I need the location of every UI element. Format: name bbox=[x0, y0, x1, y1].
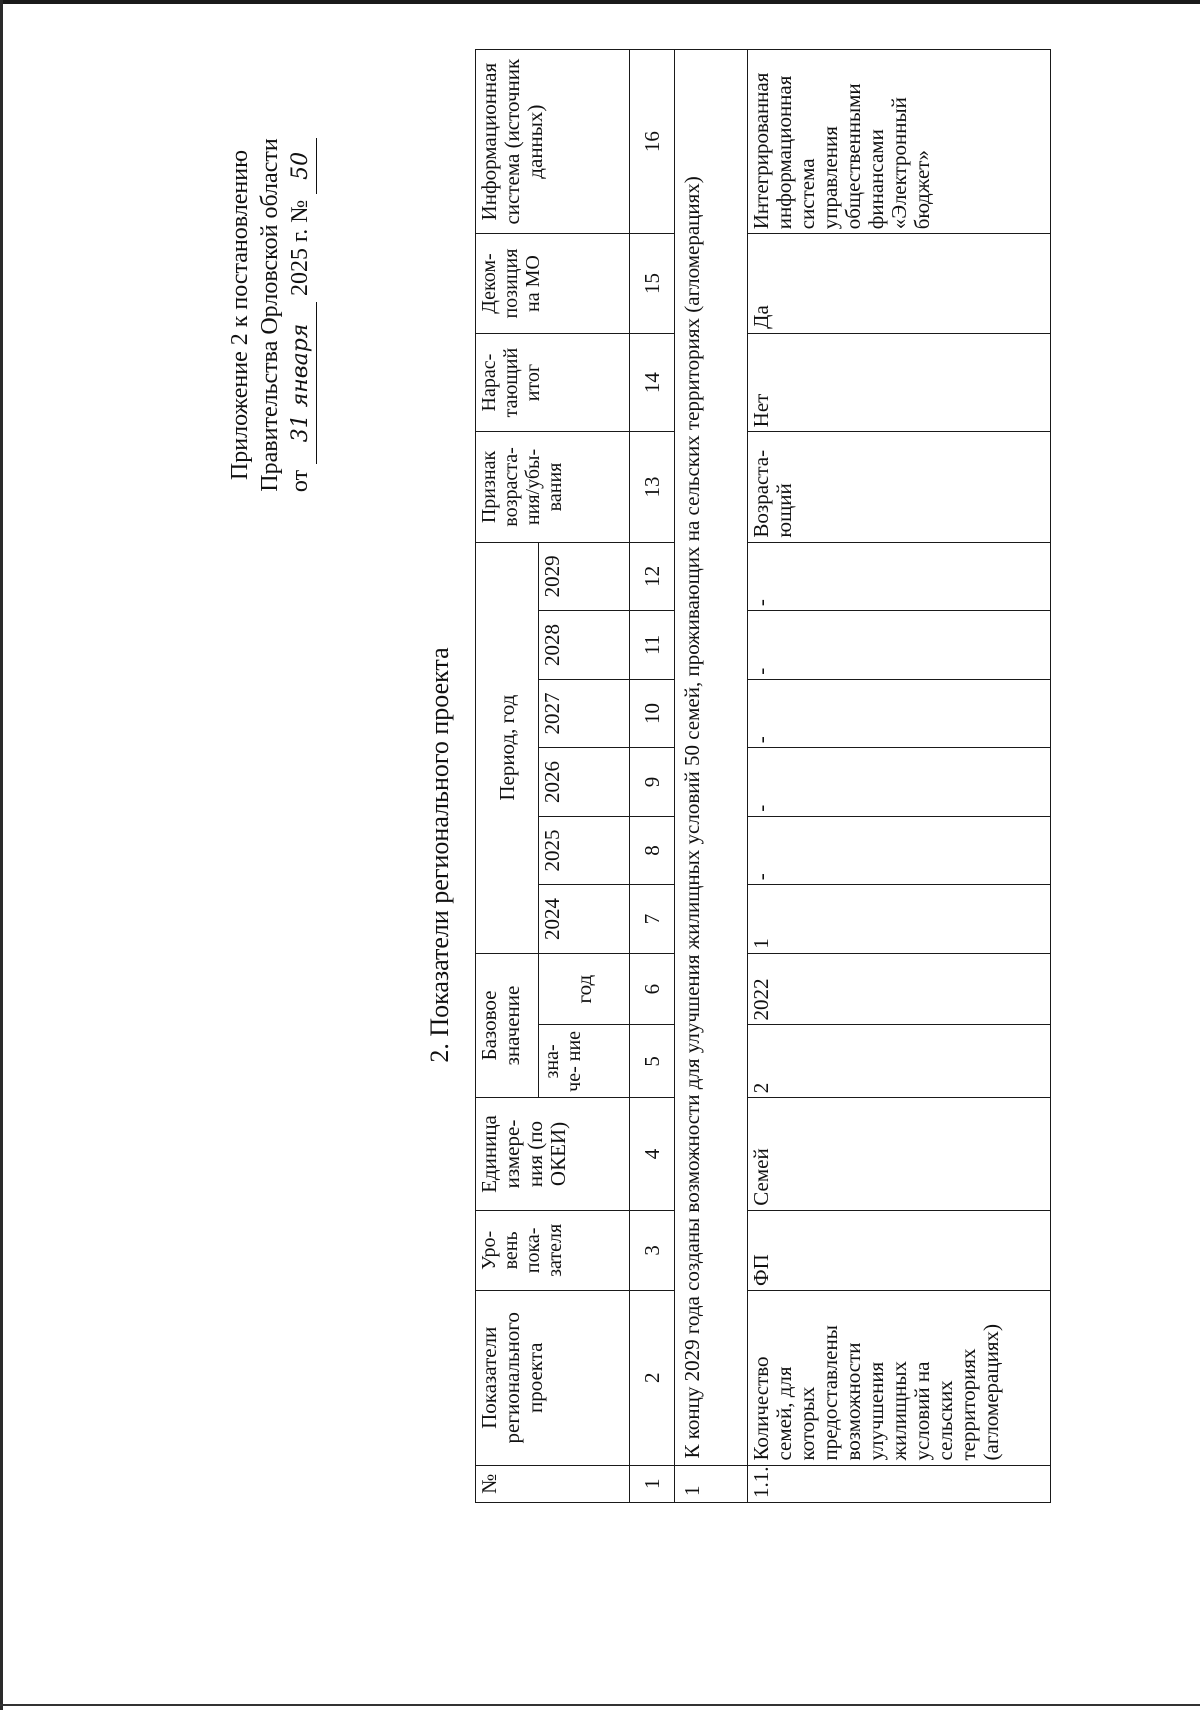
row-number: 1.1. bbox=[748, 1465, 1051, 1502]
col-year-2028: 2028 bbox=[539, 611, 630, 680]
column-number: 8 bbox=[630, 816, 675, 885]
column-number-row bbox=[630, 50, 675, 1503]
column-number: 9 bbox=[630, 748, 675, 817]
column-number: 10 bbox=[630, 679, 675, 748]
row-level: ФП bbox=[748, 1210, 1051, 1290]
col-infosys-header: Информационная система (источник данных) bbox=[476, 50, 630, 234]
appendix-line-2: Правительства Орловской области bbox=[257, 138, 283, 492]
appendix-line-3 bbox=[285, 105, 317, 525]
goal-row bbox=[675, 50, 748, 1503]
col-indicator-header: Показатели регионального проекта bbox=[476, 1291, 630, 1466]
table-row bbox=[748, 50, 1051, 1503]
column-number: 6 bbox=[630, 953, 675, 1025]
row-value-2028: - bbox=[748, 611, 1051, 680]
column-number: 14 bbox=[630, 333, 675, 432]
handwritten-date: 31 января bbox=[286, 302, 317, 464]
row-unit: Семей bbox=[748, 1098, 1051, 1210]
appendix-line-1: Приложение 2 к постановлению bbox=[227, 149, 253, 481]
column-number: 12 bbox=[630, 542, 675, 611]
col-base-value-header: зна- че- ние bbox=[539, 1025, 630, 1098]
column-number: 15 bbox=[630, 234, 675, 334]
col-base-year-header: год bbox=[539, 953, 630, 1025]
row-infosys: Интегрированная информационная система управления общественными финансами «Электронный бюджет» bbox=[748, 50, 1051, 234]
col-period-header: Период, год bbox=[476, 542, 539, 953]
handwritten-number: 50 bbox=[286, 138, 317, 194]
row-decomp: Да bbox=[748, 234, 1051, 334]
col-year-2029: 2029 bbox=[539, 542, 630, 611]
col-sign-header: Признак возраста- ния/убы- вания bbox=[476, 432, 630, 542]
row-indicator: Количество семей, для которых предоставлены возможности улучшения жилищных условий на сельских территориях (агломерациях) bbox=[748, 1291, 1051, 1466]
section-title: 2. Показатели регионального проекта bbox=[425, 647, 454, 1063]
column-number: 3 bbox=[630, 1210, 675, 1290]
column-number: 2 bbox=[630, 1291, 675, 1466]
row-sign: Возраста- ющий bbox=[748, 432, 1051, 542]
goal-text: К концу 2029 года созданы возможности для улучшения жилищных условий 50 семей, проживающих на сельских территориях (агломерациях) bbox=[675, 50, 748, 1466]
col-decomp-header: Деком- позиция на МО bbox=[476, 234, 630, 334]
column-number: 16 bbox=[630, 50, 675, 234]
row-value-2029: - bbox=[748, 542, 1051, 611]
page-edge-bottom bbox=[0, 1704, 1200, 1706]
page-edge-left bbox=[0, 0, 3, 1710]
row-value-2025: - bbox=[748, 816, 1051, 885]
column-number: 11 bbox=[630, 611, 675, 680]
goal-number: 1 bbox=[675, 1465, 748, 1502]
row-value-2027: - bbox=[748, 679, 1051, 748]
appendix-header bbox=[225, 105, 317, 525]
row-base-value: 2 bbox=[748, 1025, 1051, 1098]
header-row-1 bbox=[476, 50, 539, 1503]
col-cumulative-header: Нарас- тающий итог bbox=[476, 333, 630, 432]
row-cumulative: Нет bbox=[748, 333, 1051, 432]
row-base-year: 2022 bbox=[748, 953, 1051, 1025]
column-number: 5 bbox=[630, 1025, 675, 1098]
from-label: от bbox=[287, 469, 313, 493]
rotated-document-page bbox=[100, 58, 1100, 1615]
col-year-2026: 2026 bbox=[539, 748, 630, 817]
column-number: 4 bbox=[630, 1098, 675, 1210]
column-number: 1 bbox=[630, 1465, 675, 1502]
col-base-header: Базовое значение bbox=[476, 953, 539, 1098]
row-value-2026: - bbox=[748, 748, 1051, 817]
col-level-header: Уро- вень пока- зателя bbox=[476, 1210, 630, 1290]
col-year-2024: 2024 bbox=[539, 885, 630, 954]
year-number-label: 2025 г. № bbox=[287, 199, 313, 296]
page-edge-top bbox=[0, 0, 1200, 4]
col-unit-header: Единица измере- ния (по ОКЕИ) bbox=[476, 1098, 630, 1210]
indicators-table bbox=[475, 49, 1051, 1503]
column-number: 7 bbox=[630, 885, 675, 954]
row-value-2024: 1 bbox=[748, 885, 1051, 954]
column-number: 13 bbox=[630, 432, 675, 542]
col-no-header: № bbox=[476, 1465, 630, 1502]
col-year-2027: 2027 bbox=[539, 679, 630, 748]
col-year-2025: 2025 bbox=[539, 816, 630, 885]
